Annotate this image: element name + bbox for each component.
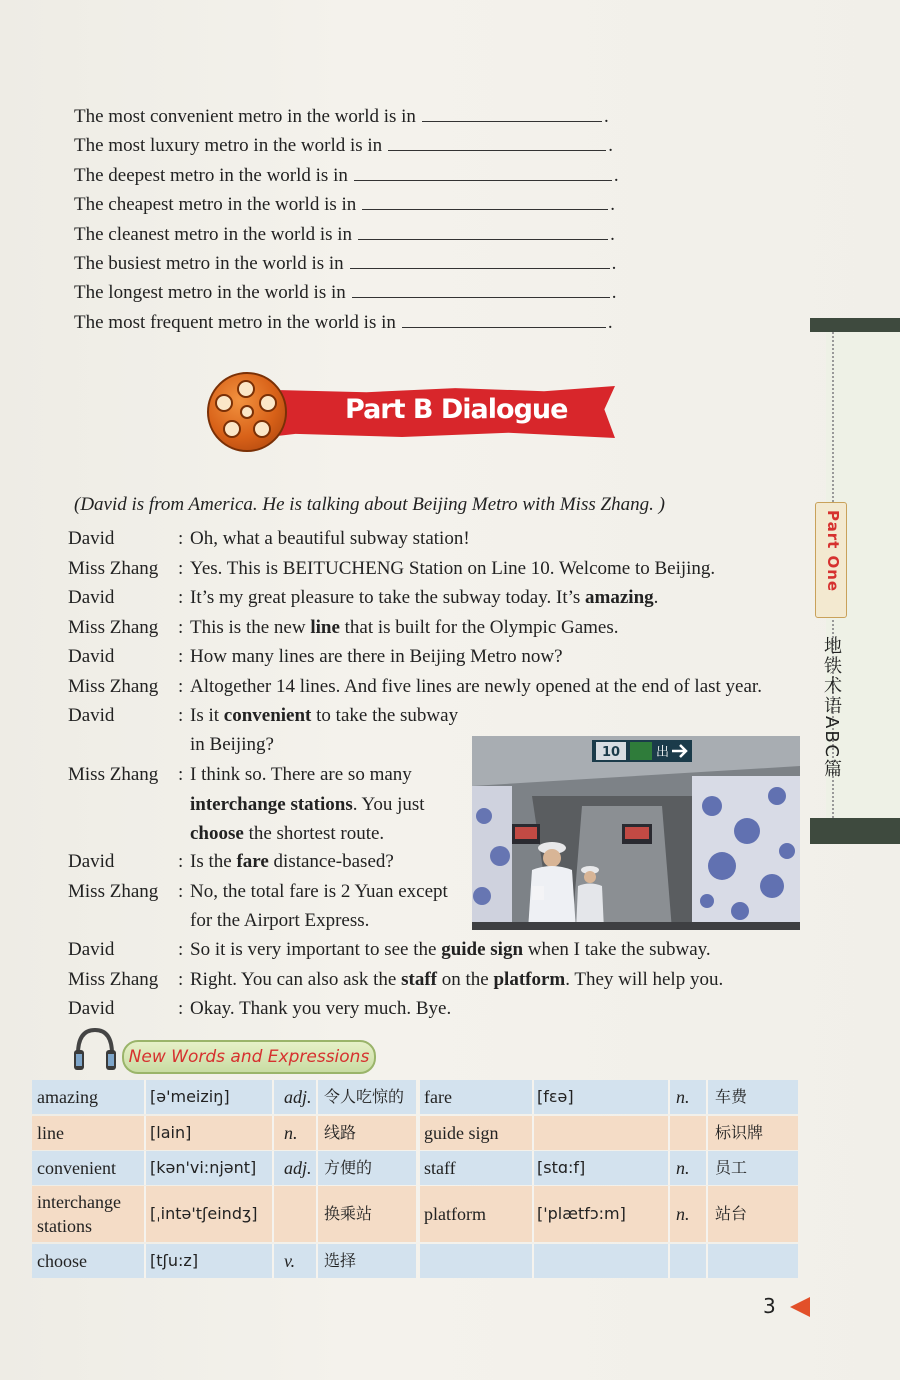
vocab-meaning: 换乘站 bbox=[324, 1204, 373, 1223]
fill-in-text: The cleanest metro in the world is in bbox=[74, 223, 353, 245]
speaker-colon: : bbox=[178, 998, 184, 1019]
vocab-divider bbox=[316, 1080, 318, 1114]
vocab-row-bg bbox=[32, 1244, 416, 1278]
fill-in-period: . bbox=[613, 164, 619, 186]
speaker-name: Miss Zhang bbox=[68, 764, 159, 785]
speaker-name: David bbox=[68, 998, 115, 1019]
dialogue-line bbox=[68, 524, 470, 553]
vocab-divider bbox=[706, 1186, 708, 1242]
fill-in-row bbox=[74, 220, 654, 249]
dialogue-text: . They will help you. bbox=[565, 968, 724, 990]
vocab-pos: n. bbox=[676, 1158, 690, 1178]
vocab-word: fare bbox=[424, 1087, 452, 1107]
vocab-divider bbox=[668, 1151, 670, 1185]
fill-in-text: The deepest metro in the world is in bbox=[74, 164, 348, 186]
vocab-word: choose bbox=[37, 1251, 87, 1271]
fill-in-row bbox=[74, 278, 654, 307]
speaker-colon: : bbox=[178, 704, 184, 726]
dialogue-text: when I take the subway. bbox=[523, 939, 711, 960]
vocab-divider bbox=[532, 1116, 534, 1150]
dialogue-continuation: for the Airport Express. bbox=[190, 910, 370, 931]
vocab-divider bbox=[144, 1244, 146, 1278]
dialogue-continuation bbox=[190, 790, 425, 819]
key-word: interchange stations bbox=[190, 793, 353, 815]
dialogue-line bbox=[68, 613, 619, 642]
vocab-divider bbox=[272, 1080, 274, 1114]
vocab-divider bbox=[706, 1080, 708, 1114]
vocab-meaning: 方便的 bbox=[324, 1158, 373, 1177]
dialogue-continuation: in Beijing? bbox=[190, 734, 274, 755]
speaker-name: David bbox=[68, 528, 115, 549]
page-number: 3 bbox=[763, 1294, 776, 1318]
vocab-pos: adj. bbox=[284, 1158, 312, 1178]
fill-in-blank bbox=[350, 250, 610, 269]
dialogue-text: distance-based? bbox=[268, 851, 394, 872]
side-tab-band-top bbox=[810, 318, 900, 332]
dialogue-text: I think so. There are so many bbox=[190, 764, 412, 785]
fill-in-blank bbox=[352, 279, 610, 298]
vocab-divider bbox=[272, 1116, 274, 1150]
vocab-meaning: 员工 bbox=[715, 1158, 748, 1177]
vocab-phonetic: [fɛə] bbox=[537, 1087, 574, 1106]
dialogue-text: This is the new bbox=[190, 616, 311, 638]
fill-in-blank bbox=[354, 162, 612, 181]
speaker-colon: : bbox=[178, 616, 184, 638]
banner-title: Part B Dialogue bbox=[345, 394, 568, 425]
speaker-name: Miss Zhang bbox=[68, 968, 159, 990]
dialogue-text: Altogether 14 lines. And five lines are newly opened at the end of last year. bbox=[190, 675, 762, 697]
vocab-row bbox=[32, 1151, 798, 1185]
fill-in-blank bbox=[358, 221, 608, 240]
key-word: staff bbox=[401, 968, 437, 990]
vocab-heading-label: New Words and Expressions bbox=[122, 1040, 376, 1074]
dialogue-line bbox=[68, 642, 563, 671]
speaker-colon: : bbox=[178, 880, 184, 902]
dialogue-text: Oh, what a beautiful subway station! bbox=[190, 528, 470, 549]
vocab-divider bbox=[532, 1151, 534, 1185]
fill-in-blank bbox=[388, 132, 606, 151]
speaker-name: David bbox=[68, 704, 115, 726]
fill-in-text: The cheapest metro in the world is in bbox=[74, 194, 357, 216]
metro-station-photo bbox=[472, 736, 800, 930]
speaker-name: David bbox=[68, 646, 115, 667]
key-word: guide sign bbox=[441, 939, 524, 960]
vocab-row bbox=[32, 1244, 798, 1278]
vocab-word: convenient bbox=[37, 1158, 116, 1178]
key-word: choose bbox=[190, 823, 244, 844]
dialogue-text: . You just bbox=[352, 793, 425, 815]
vocab-word: staff bbox=[424, 1158, 456, 1178]
vocab-phonetic: [kən'vi:njənt] bbox=[150, 1158, 257, 1177]
fill-in-row bbox=[74, 131, 654, 160]
dialogue-text: the shortest route. bbox=[243, 823, 385, 844]
vocab-heading bbox=[72, 1026, 382, 1086]
vocab-pos: n. bbox=[676, 1087, 690, 1107]
fill-in-blank bbox=[422, 103, 602, 122]
part-one-label: Part One bbox=[824, 510, 842, 593]
key-word: platform bbox=[493, 968, 566, 990]
vocab-meaning: 站台 bbox=[715, 1204, 748, 1223]
dialogue-text: to take the subway bbox=[311, 704, 459, 726]
fill-in-period: . bbox=[611, 282, 617, 304]
dialogue-line bbox=[68, 760, 412, 789]
vocab-divider bbox=[144, 1116, 146, 1150]
vocab-row bbox=[32, 1116, 798, 1150]
vocab-divider bbox=[316, 1151, 318, 1185]
dialogue-text: Is it bbox=[190, 704, 224, 726]
vocab-divider bbox=[668, 1080, 670, 1114]
vocab-divider bbox=[706, 1151, 708, 1185]
vocab-divider bbox=[706, 1116, 708, 1150]
vocab-divider bbox=[272, 1151, 274, 1185]
vocab-phonetic: [stɑ:f] bbox=[537, 1158, 586, 1177]
vocab-meaning: 选择 bbox=[324, 1251, 357, 1270]
dialogue-line bbox=[68, 701, 458, 730]
fill-in-row bbox=[74, 249, 654, 278]
fill-in-period: . bbox=[608, 135, 613, 157]
vocab-phonetic: ['plætfɔ:m] bbox=[537, 1204, 626, 1223]
vocab-meaning: 线路 bbox=[324, 1123, 357, 1142]
fill-in-row bbox=[74, 161, 654, 190]
dialogue-line bbox=[68, 672, 762, 701]
dialogue-text: Okay. Thank you very much. Bye. bbox=[190, 998, 452, 1019]
fill-in-period: . bbox=[607, 311, 613, 333]
speaker-name: David bbox=[68, 587, 115, 608]
vocab-meaning: 标识牌 bbox=[715, 1123, 764, 1142]
fill-in-period: . bbox=[610, 194, 616, 216]
vocab-divider bbox=[144, 1151, 146, 1185]
key-word: convenient bbox=[223, 704, 312, 726]
fill-in-list bbox=[74, 102, 654, 337]
vocab-divider bbox=[706, 1244, 708, 1278]
vocab-row-bg bbox=[32, 1116, 416, 1150]
speaker-colon: : bbox=[178, 675, 184, 697]
dialogue-text: Is the bbox=[190, 851, 237, 872]
vocab-divider bbox=[532, 1080, 534, 1114]
speaker-colon: : bbox=[178, 587, 184, 608]
speaker-colon: : bbox=[178, 557, 184, 579]
vocab-meaning: 车费 bbox=[715, 1087, 748, 1106]
speaker-name: Miss Zhang bbox=[68, 880, 159, 902]
fill-in-period: . bbox=[610, 223, 615, 245]
dialogue-continuation bbox=[190, 819, 384, 848]
fill-in-text: The most luxury metro in the world is in bbox=[74, 135, 383, 157]
fill-in-text: The most convenient metro in the world is in bbox=[74, 106, 416, 127]
speaker-colon: : bbox=[178, 646, 184, 667]
dialogue-line bbox=[68, 554, 715, 583]
vocab-divider bbox=[316, 1244, 318, 1278]
vocab-divider bbox=[272, 1244, 274, 1278]
speaker-name: David bbox=[68, 939, 115, 960]
dialogue-line bbox=[68, 847, 394, 876]
speaker-name: Miss Zhang bbox=[68, 616, 159, 638]
fill-in-text: The most frequent metro in the world is in bbox=[74, 311, 396, 333]
vocab-divider bbox=[532, 1244, 534, 1278]
fill-in-row bbox=[74, 190, 654, 219]
vocab-phonetic: [tʃu:z] bbox=[150, 1251, 199, 1270]
metro-photo-illustration bbox=[472, 736, 800, 930]
dialogue-line bbox=[68, 877, 448, 906]
key-word: line bbox=[310, 616, 340, 638]
dialogue-line bbox=[68, 994, 451, 1023]
dialogue-text: So it is very important to see the bbox=[190, 939, 442, 960]
side-tab-band-bottom bbox=[810, 818, 900, 844]
fill-in-text: The busiest metro in the world is in bbox=[74, 252, 344, 274]
fill-in-period: . bbox=[603, 106, 609, 127]
key-word: amazing bbox=[585, 587, 654, 608]
vocab-row bbox=[32, 1186, 798, 1242]
vocab-divider bbox=[316, 1186, 318, 1242]
dialogue-text: . bbox=[653, 587, 659, 608]
vocab-divider bbox=[144, 1080, 146, 1114]
headphones-icon bbox=[72, 1026, 118, 1074]
fill-in-blank bbox=[402, 309, 606, 328]
vocab-word: line bbox=[37, 1123, 64, 1143]
chapter-title: 地铁术语ABC篇 bbox=[821, 636, 842, 779]
speaker-colon: : bbox=[178, 764, 184, 785]
speaker-colon: : bbox=[178, 968, 184, 990]
dialogue-text: No, the total fare is 2 Yuan except bbox=[190, 880, 448, 902]
speaker-name: Miss Zhang bbox=[68, 557, 159, 579]
dialogue-line bbox=[68, 935, 711, 964]
page-arrow-icon bbox=[790, 1297, 810, 1317]
film-reel-icon bbox=[207, 372, 287, 452]
vocab-pos: n. bbox=[284, 1123, 298, 1143]
vocab-row-bg bbox=[420, 1244, 798, 1278]
fill-in-row bbox=[74, 102, 654, 131]
dialogue-text: on the bbox=[437, 968, 494, 990]
vocab-meaning: 令人吃惊的 bbox=[324, 1087, 405, 1106]
vocab-row bbox=[32, 1080, 798, 1114]
vocab-pos: adj. bbox=[284, 1087, 312, 1107]
dialogue-text: that is built for the Olympic Games. bbox=[339, 616, 619, 638]
vocab-word: guide sign bbox=[424, 1123, 499, 1143]
vocab-phonetic: [lain] bbox=[150, 1123, 192, 1142]
speaker-colon: : bbox=[178, 939, 184, 960]
fill-in-row bbox=[74, 308, 654, 337]
vocab-divider bbox=[668, 1244, 670, 1278]
vocab-word: amazing bbox=[37, 1087, 98, 1107]
vocab-divider bbox=[668, 1186, 670, 1242]
vocab-divider bbox=[668, 1116, 670, 1150]
vocab-divider bbox=[272, 1186, 274, 1242]
vocab-pos: n. bbox=[676, 1204, 690, 1224]
fill-in-period: . bbox=[611, 252, 617, 274]
vocab-divider bbox=[316, 1116, 318, 1150]
dialogue-intro: (David is from America. He is talking about Beijing Metro with Miss Zhang. ) bbox=[74, 494, 665, 515]
fill-in-blank bbox=[362, 191, 608, 210]
speaker-name: David bbox=[68, 851, 115, 872]
dialogue-line bbox=[68, 583, 658, 612]
dialogue-line bbox=[68, 965, 723, 994]
vocab-word: platform bbox=[424, 1204, 486, 1224]
speaker-colon: : bbox=[178, 851, 184, 872]
vocab-word: interchange stations bbox=[37, 1192, 121, 1236]
dialogue-text: Yes. This is BEITUCHENG Station on Line 10. Welcome to Beijing. bbox=[190, 557, 716, 579]
dialogue-text: It’s my great pleasure to take the subway today. It’s bbox=[190, 587, 586, 608]
sign-exit: 出 bbox=[656, 745, 670, 760]
part-b-banner bbox=[205, 372, 620, 452]
vocab-phonetic: [ˌintə'tʃeindʒ] bbox=[150, 1204, 258, 1223]
dialogue-text: Right. You can also ask the bbox=[190, 968, 402, 990]
vocab-pos: v. bbox=[284, 1251, 296, 1271]
key-word: fare bbox=[236, 851, 269, 872]
vocab-divider bbox=[532, 1186, 534, 1242]
speaker-colon: : bbox=[178, 528, 184, 549]
sign-line-number: 10 bbox=[602, 745, 621, 760]
dialogue-text: How many lines are there in Beijing Metro now? bbox=[190, 646, 563, 667]
speaker-name: Miss Zhang bbox=[68, 675, 159, 697]
vocab-phonetic: [ə'meiziŋ] bbox=[150, 1087, 230, 1106]
fill-in-text: The longest metro in the world is in bbox=[74, 282, 346, 304]
